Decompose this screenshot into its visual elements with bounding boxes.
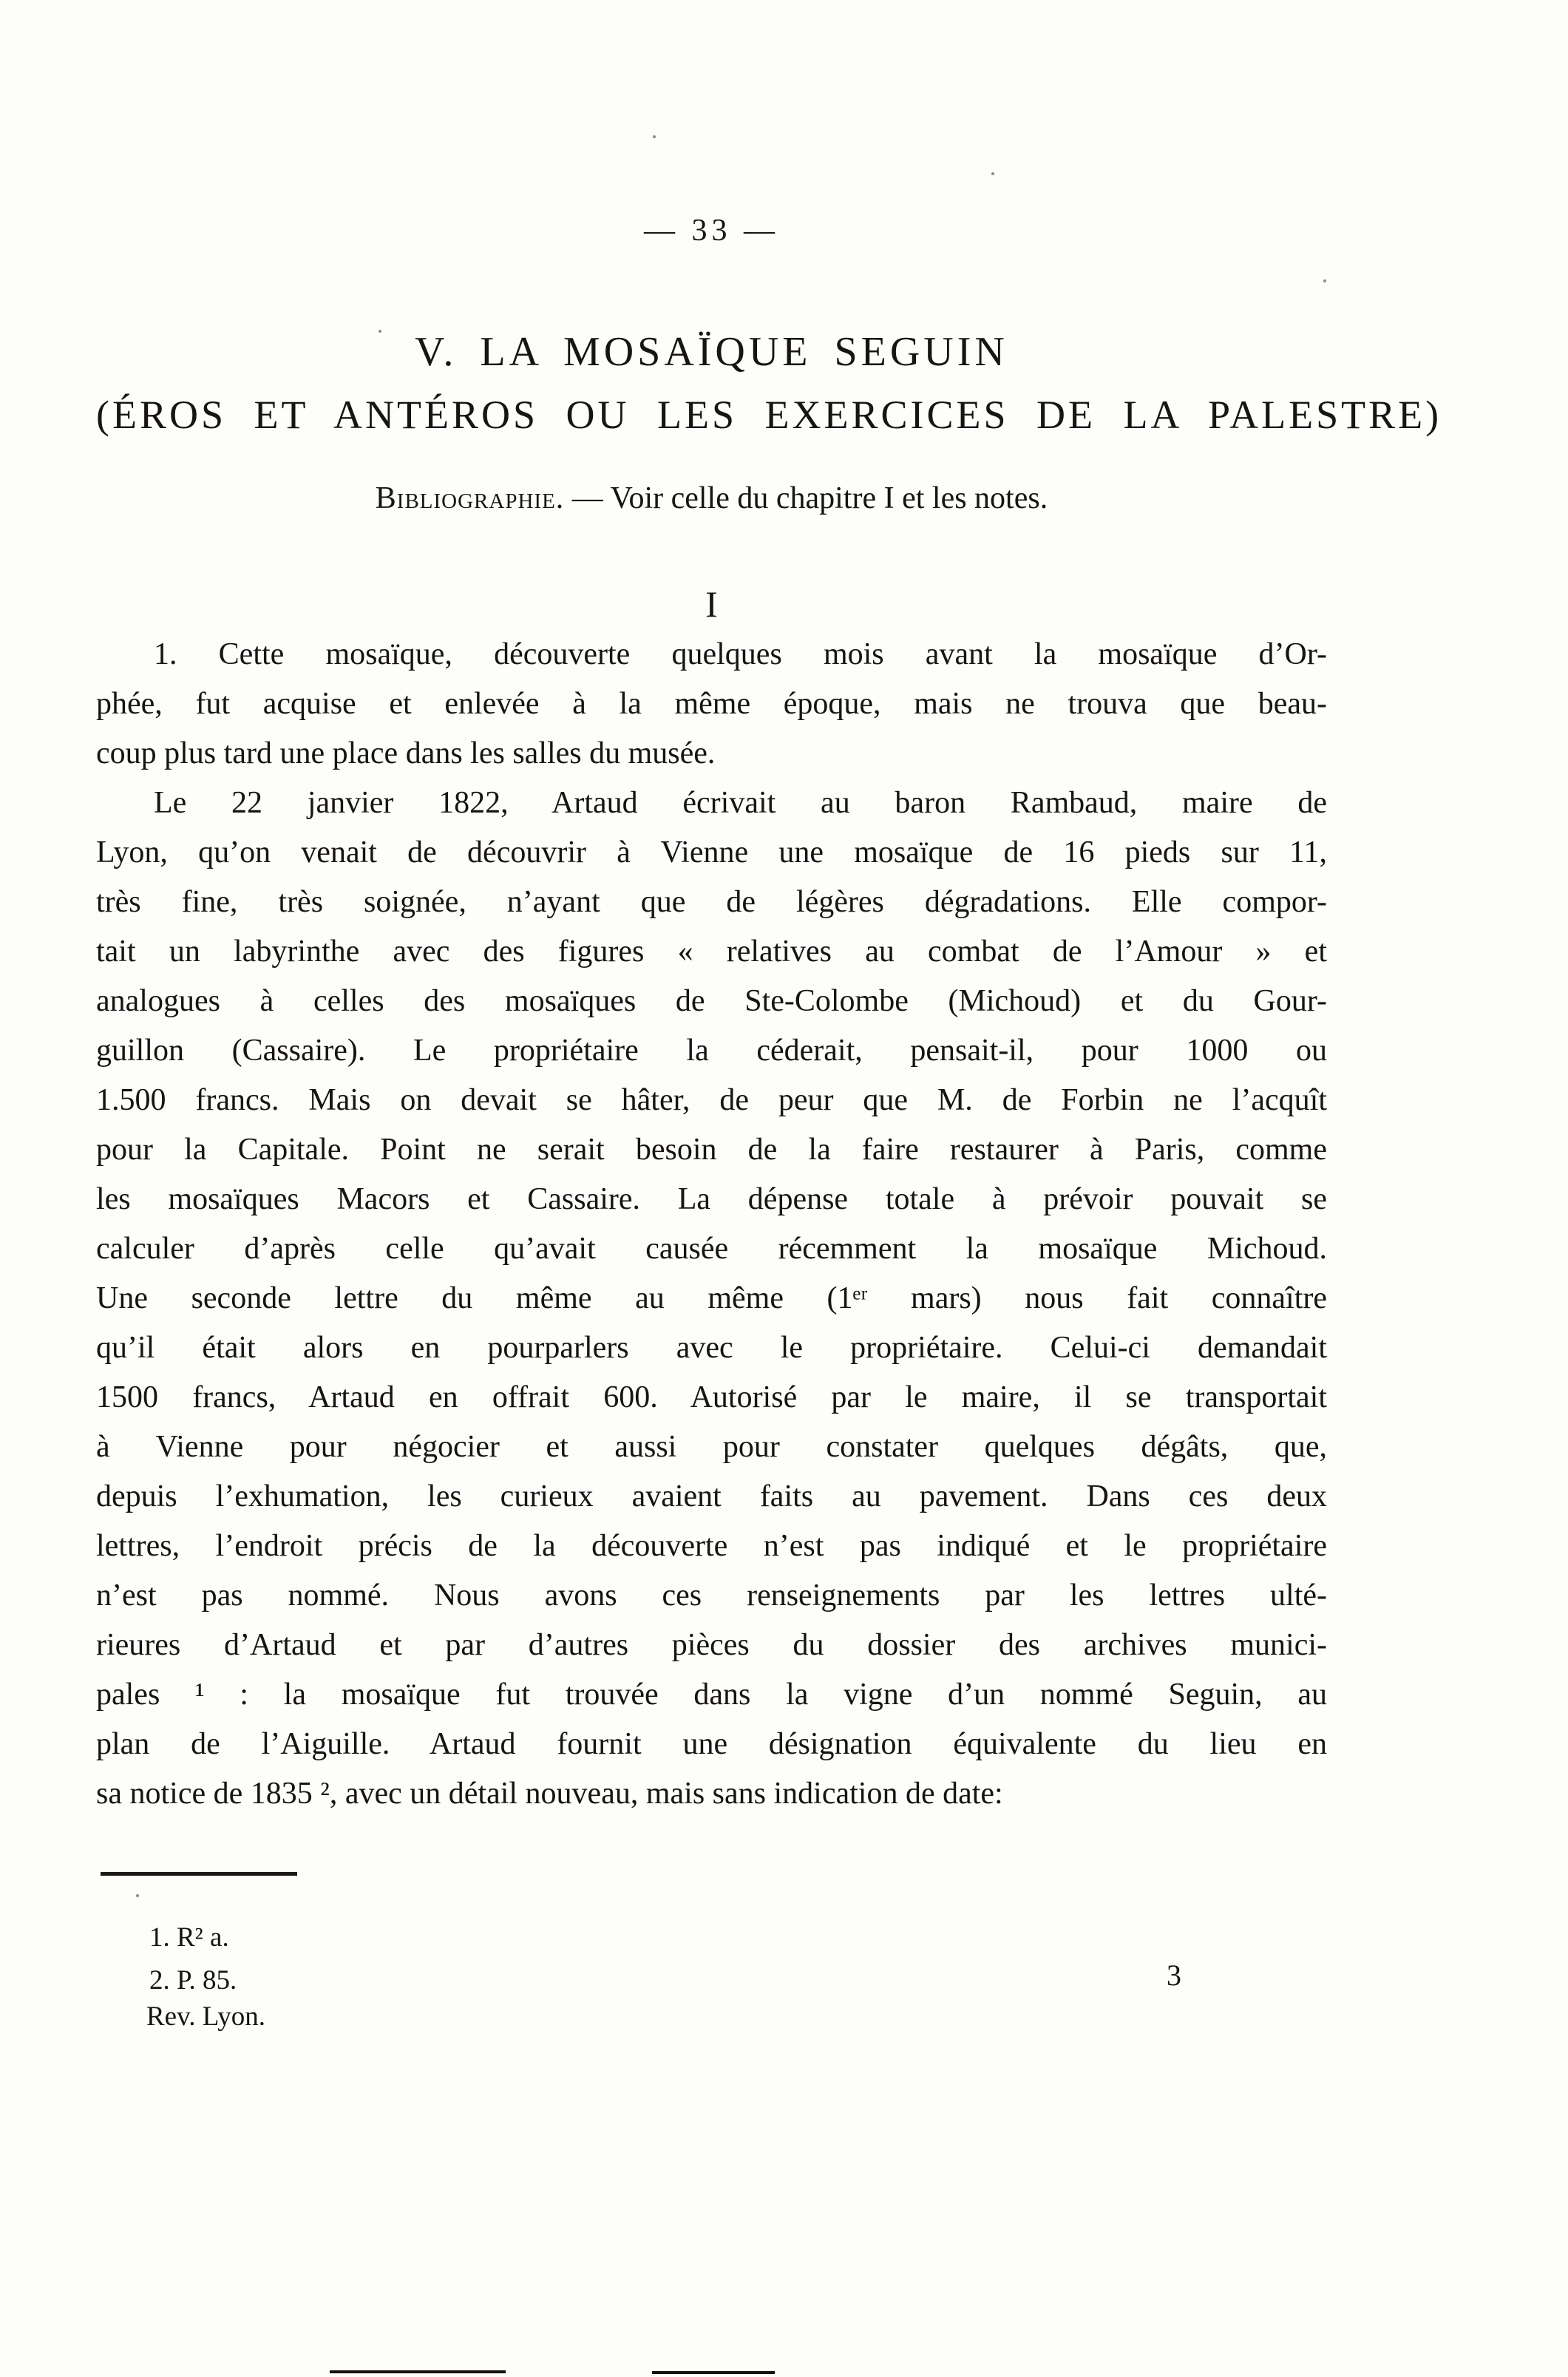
scan-artifact-line xyxy=(330,2370,506,2373)
signature-abbreviation: Rev. Lyon. xyxy=(146,2001,266,2032)
text-line: calculer d’après celle qu’avait causée récemment la mosaïque Michoud. xyxy=(96,1232,1327,1266)
signature-number: 3 xyxy=(1167,1959,1181,1992)
text-line: coup plus tard une place dans les salles du musée. xyxy=(96,736,716,770)
text-line: à Vienne pour négocier et aussi pour constater quelques dégâts, que, xyxy=(96,1430,1327,1464)
scan-speck xyxy=(653,135,656,138)
text-line: rieures d’Artaud et par d’autres pièces du dossier des archives munici- xyxy=(96,1628,1327,1662)
bibliography-line xyxy=(96,481,1327,516)
text-line: guillon (Cassaire). Le propriétaire la céderait, pensait-il, pour 1000 ou xyxy=(96,1034,1327,1068)
text-line: 1.500 francs. Mais on devait se hâter, de peur que M. de Forbin ne l’acquît xyxy=(96,1083,1327,1117)
scan-artifact-line xyxy=(652,2371,775,2374)
text-line: 1. Cette mosaïque, découverte quelques mois avant la mosaïque d’Or- xyxy=(154,637,1327,671)
text-line: n’est pas nommé. Nous avons ces renseignements par les lettres ulté- xyxy=(96,1579,1327,1613)
chapter-subtitle: (ÉROS ET ANTÉROS OU LES EXERCICES DE LA PALESTRE) xyxy=(96,393,1442,437)
text-line: pour la Capitale. Point ne serait besoin de la faire restaurer à Paris, comme xyxy=(96,1133,1327,1167)
text-line: plan de l’Aiguille. Artaud fournit une désignation équivalente du lieu en xyxy=(96,1727,1327,1761)
scan-speck xyxy=(136,1894,139,1897)
text-line: Le 22 janvier 1822, Artaud écrivait au baron Rambaud, maire de xyxy=(154,786,1327,820)
text-line: qu’il était alors en pourparlers avec le propriétaire. Celui-ci demandait xyxy=(96,1331,1327,1365)
text-line: pales ¹ : la mosaïque fut trouvée dans la vigne d’un nommé Seguin, au xyxy=(96,1678,1327,1712)
text-line: Lyon, qu’on venait de découvrir à Vienne une mosaïque de 16 pieds sur 11, xyxy=(96,835,1327,869)
chapter-title: V. LA MOSAÏQUE SEGUIN xyxy=(415,329,1008,375)
footnote-line: 2. P. 85. xyxy=(149,1965,237,1995)
text-line: 1500 francs, Artaud en offrait 600. Autorisé par le maire, il se transportait xyxy=(96,1380,1327,1414)
footnote-line: 1. R² a. xyxy=(149,1922,229,1953)
text-line: très fine, très soignée, n’ayant que de légères dégradations. Elle compor- xyxy=(96,885,1327,919)
scan-speck xyxy=(991,172,994,175)
text-line: analogues à celles des mosaïques de Ste-Colombe (Michoud) et du Gour- xyxy=(96,984,1327,1018)
text-line: Une seconde lettre du même au même (1ᵉʳ mars) nous fait connaître xyxy=(96,1281,1327,1315)
text-line: tait un labyrinthe avec des figures « relatives au combat de l’Amour » et xyxy=(96,935,1327,969)
text-line: les mosaïques Macors et Cassaire. La dépense totale à prévoir pouvait se xyxy=(96,1182,1327,1216)
scan-speck xyxy=(1323,279,1326,282)
footnote-separator-rule xyxy=(101,1872,297,1876)
section-heading: I xyxy=(705,583,718,625)
body-text xyxy=(96,630,1327,1819)
scan-speck xyxy=(379,330,381,333)
bibliography-label: Bibliographie. xyxy=(375,481,565,515)
text-line: sa notice de 1835 ², avec un détail nouveau, mais sans indication de date: xyxy=(96,1777,1003,1811)
footnotes-list xyxy=(96,1916,1327,2002)
text-line: lettres, l’endroit précis de la découverte n’est pas indiqué et le propriétaire xyxy=(96,1529,1327,1563)
text-line: depuis l’exhumation, les curieux avaient faits au pavement. Dans ces deux xyxy=(96,1479,1327,1513)
bibliography-text: — Voir celle du chapitre I et les notes. xyxy=(564,481,1048,515)
text-line: phée, fut acquise et enlevée à la même époque, mais ne trouva que beau- xyxy=(96,687,1327,721)
page-number: — 33 — xyxy=(644,214,779,248)
